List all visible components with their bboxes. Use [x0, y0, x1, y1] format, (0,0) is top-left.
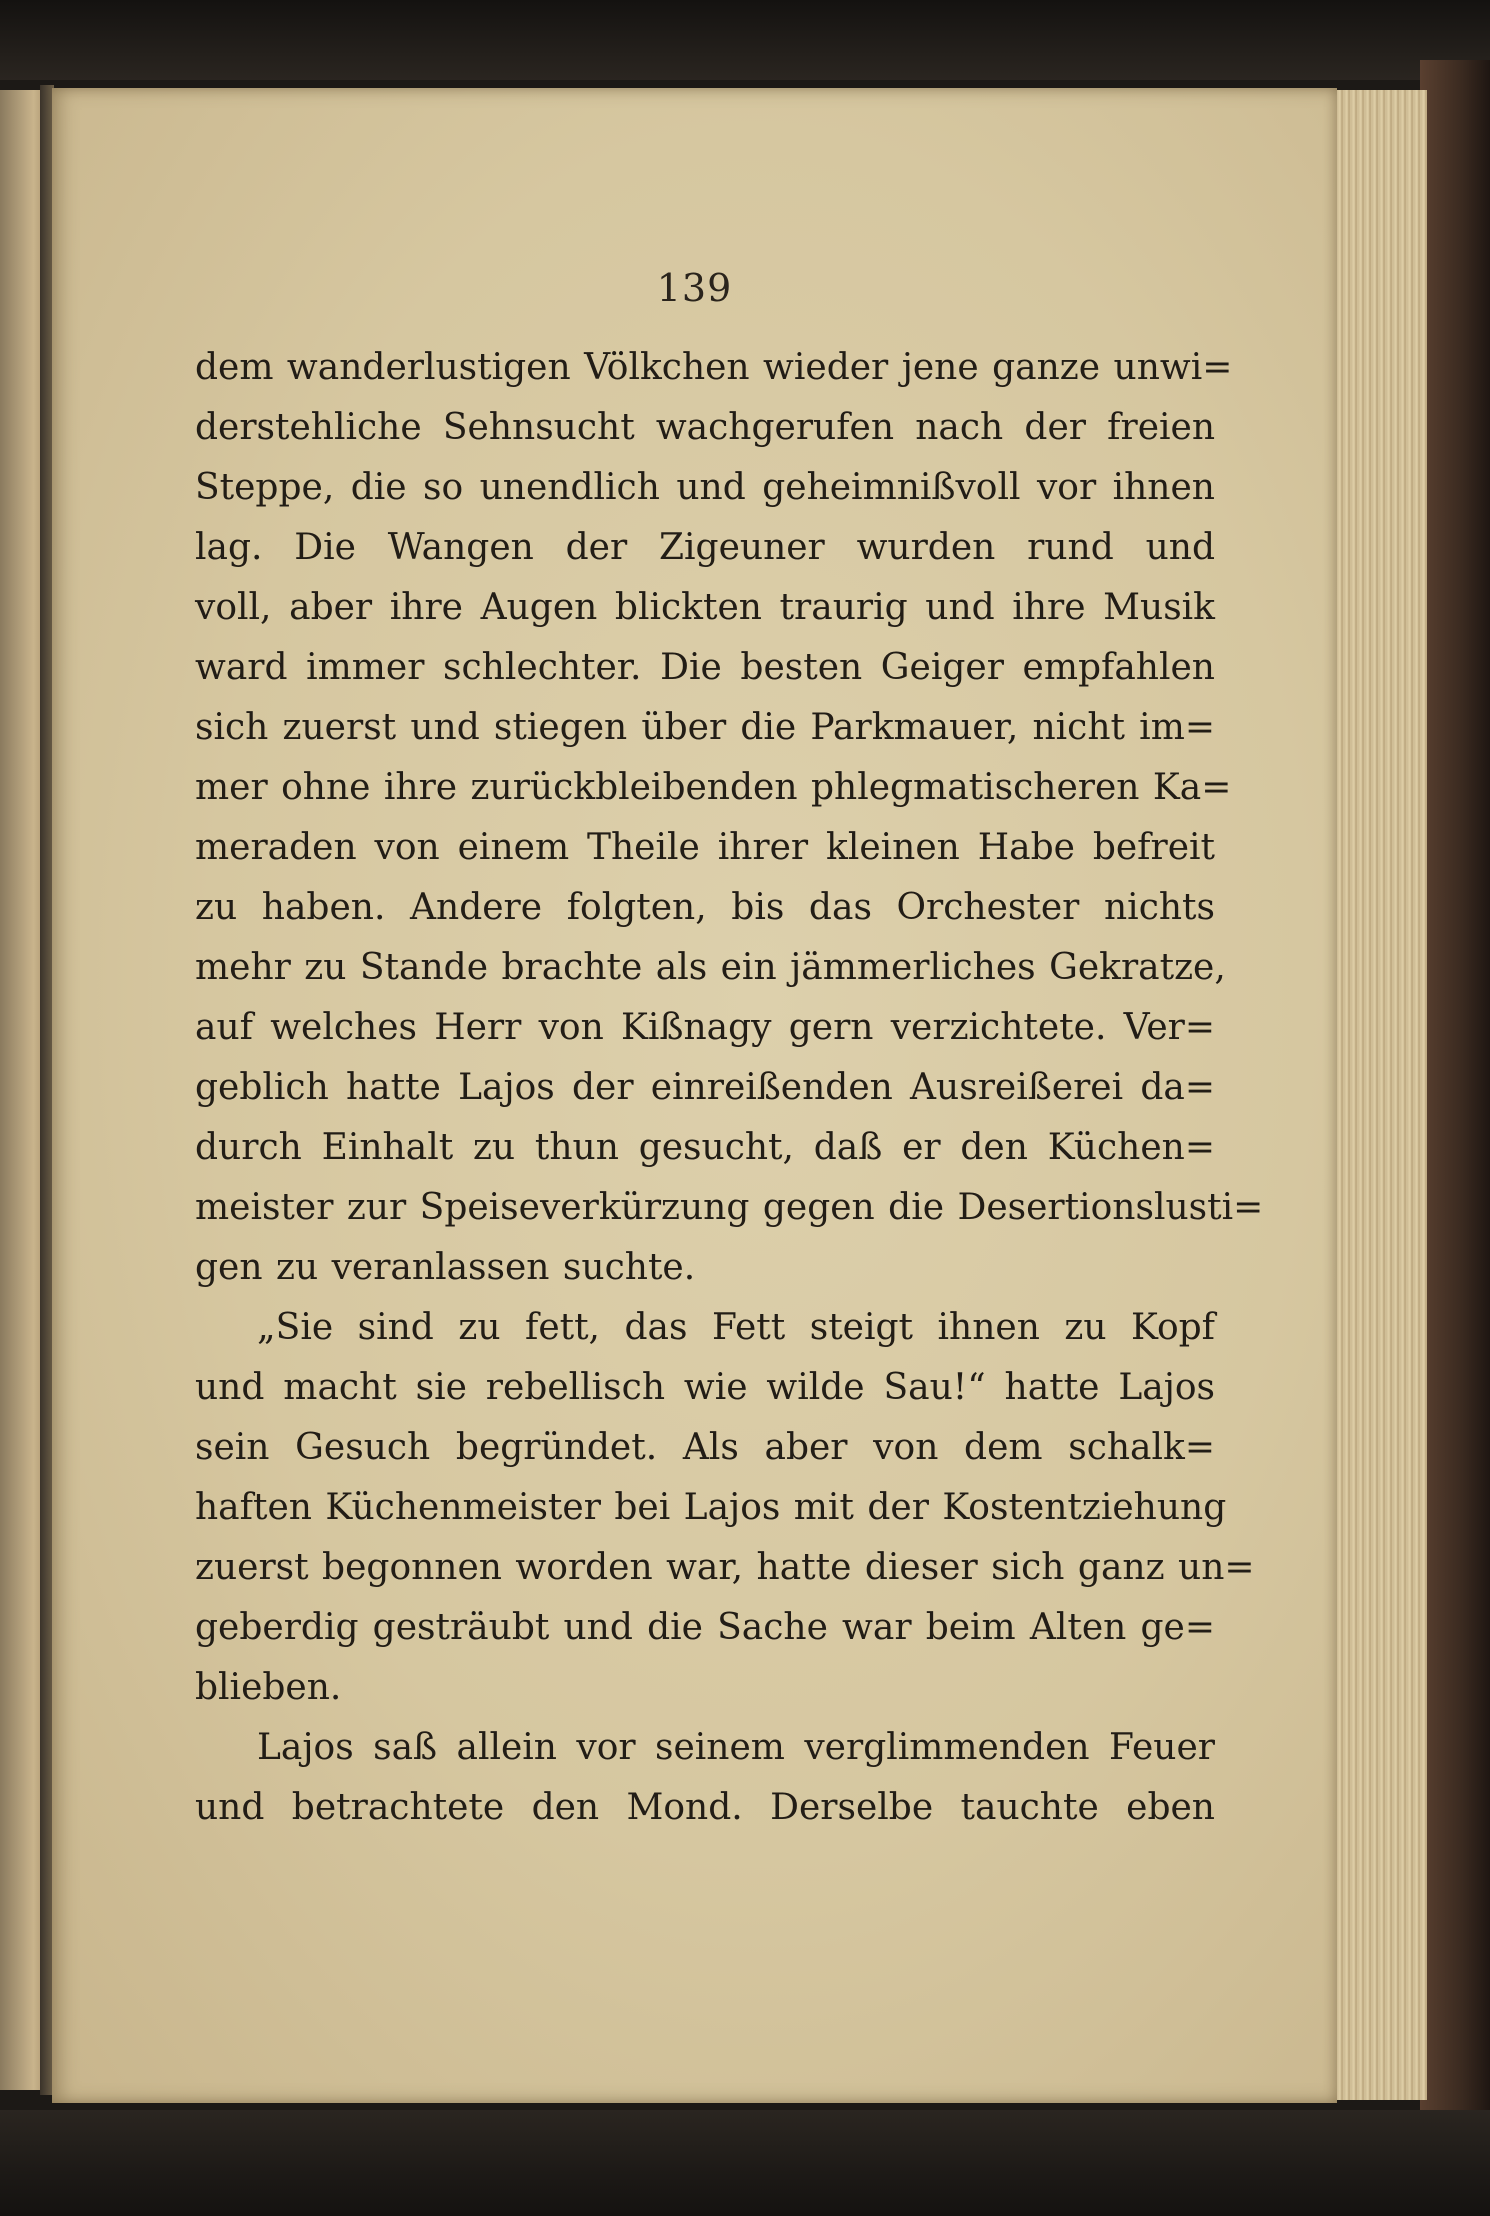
- text-line: voll, aber ihre Augen blickten traurig und ihre Musik: [195, 587, 1215, 628]
- text-line: sich zuerst und stiegen über die Parkmauer, nicht im=: [195, 707, 1215, 748]
- text-line: haften Küchenmeister bei Lajos mit der Kostentziehung: [195, 1487, 1227, 1528]
- text-line: blieben.: [195, 1667, 342, 1708]
- book-page: [52, 88, 1337, 2103]
- text-line: derstehliche Sehnsucht wachgerufen nach der freien: [195, 407, 1215, 448]
- text-line: und macht sie rebellisch wie wilde Sau!“ hatte Lajos: [195, 1367, 1215, 1408]
- text-line: lag. Die Wangen der Zigeuner wurden rund und: [195, 527, 1215, 568]
- page-number: 139: [656, 266, 733, 310]
- text-line: mer ohne ihre zurückbleibenden phlegmatischeren Ka=: [195, 767, 1232, 808]
- text-line: mehr zu Stande brachte als ein jämmerliches Gekratze,: [195, 947, 1226, 988]
- text-line: geblich hatte Lajos der einreißenden Ausreißerei da=: [195, 1067, 1215, 1108]
- book-cover-right: [1420, 60, 1490, 2120]
- book-cover-bottom: [0, 2110, 1490, 2216]
- text-line: und betrachtete den Mond. Derselbe tauchte eben: [195, 1787, 1215, 1828]
- text-line: dem wanderlustigen Völkchen wieder jene ganze unwi=: [195, 347, 1233, 388]
- text-line: zu haben. Andere folgten, bis das Orchester nichts: [195, 887, 1215, 928]
- page-edges-stack: [1335, 90, 1427, 2100]
- text-line: Lajos saß allein vor seinem verglimmenden Feuer: [257, 1727, 1215, 1768]
- text-line: gen zu veranlassen suchte.: [195, 1247, 696, 1288]
- text-line: ward immer schlechter. Die besten Geiger empfahlen: [195, 647, 1215, 688]
- page-text: [195, 338, 1264, 1838]
- text-line: meister zur Speiseverkürzung gegen die Desertionslusti=: [195, 1187, 1264, 1228]
- text-line: „Sie sind zu fett, das Fett steigt ihnen zu Kopf: [257, 1307, 1215, 1348]
- book-cover-top: [0, 0, 1490, 80]
- text-line: sein Gesuch begründet. Als aber von dem schalk=: [195, 1427, 1215, 1468]
- text-line: Steppe, die so unendlich und geheimnißvoll vor ihnen: [195, 467, 1215, 508]
- text-line: geberdig gesträubt und die Sache war beim Alten ge=: [195, 1607, 1215, 1648]
- text-line: zuerst begonnen worden war, hatte dieser sich ganz un=: [195, 1547, 1255, 1588]
- text-line: durch Einhalt zu thun gesucht, daß er den Küchen=: [195, 1127, 1215, 1168]
- text-line: auf welches Herr von Kißnagy gern verzichtete. Ver=: [195, 1007, 1215, 1048]
- text-line: meraden von einem Theile ihrer kleinen Habe befreit: [195, 827, 1215, 868]
